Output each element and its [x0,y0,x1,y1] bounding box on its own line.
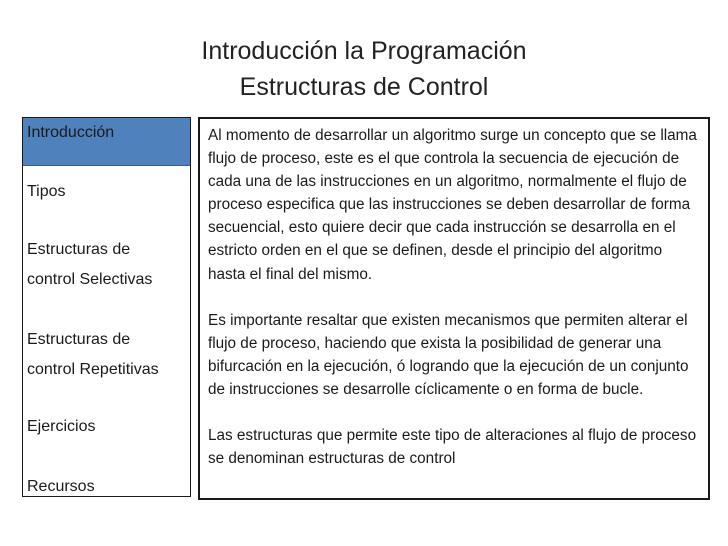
content-paragraph-3: Las estructuras que permite este tipo de alteraciones al flujo de proceso se denominan estructuras de control [208,427,697,468]
nav-item-introduccion[interactable]: Introducción [23,118,190,166]
content-paragraph-2: Es importante resaltar que existen mecanismos que permiten alterar el flujo de proceso, haciendo que exista la posibilidad de generar una bifurcación en la ejecución, ó logrando que la ejecución de un conjunto de instrucciones se desarrolle cíclicamente o en forma de bucle. [208,311,689,398]
slide-title-line-2: Estructuras de Control [239,73,489,101]
nav-item-tipos[interactable]: Tipos [27,183,66,200]
nav-item-estructuras-selectivas-line2[interactable]: control Selectivas [27,271,153,288]
content-panel [198,117,710,500]
slide-title-line-1: Introducción la Programación [201,37,527,65]
nav-item-recursos[interactable]: Recursos [27,478,95,495]
nav-item-ejercicios[interactable]: Ejercicios [27,418,96,435]
navigation-sidebar [22,117,191,497]
nav-item-estructuras-repetitivas-line1[interactable]: Estructuras de [27,331,131,348]
nav-item-estructuras-repetitivas-line2[interactable]: control Repetitivas [27,361,159,378]
content-paragraph-1: Al momento de desarrollar un algoritmo surge un concepto que se llama flujo de proceso, este es el que controla la secuencia de ejecución de cada una de las instrucciones en un algoritmo, normalmente el flujo de proceso especifica que las instrucciones se deben desarrollar de forma secuencial, esto quiere decir que cada instrucción se desarrolla en el estricto orden en el que se definen, desde el principio del algoritmo hasta el final del mismo. [208,127,697,283]
nav-item-estructuras-selectivas-line1[interactable]: Estructuras de [27,241,131,258]
